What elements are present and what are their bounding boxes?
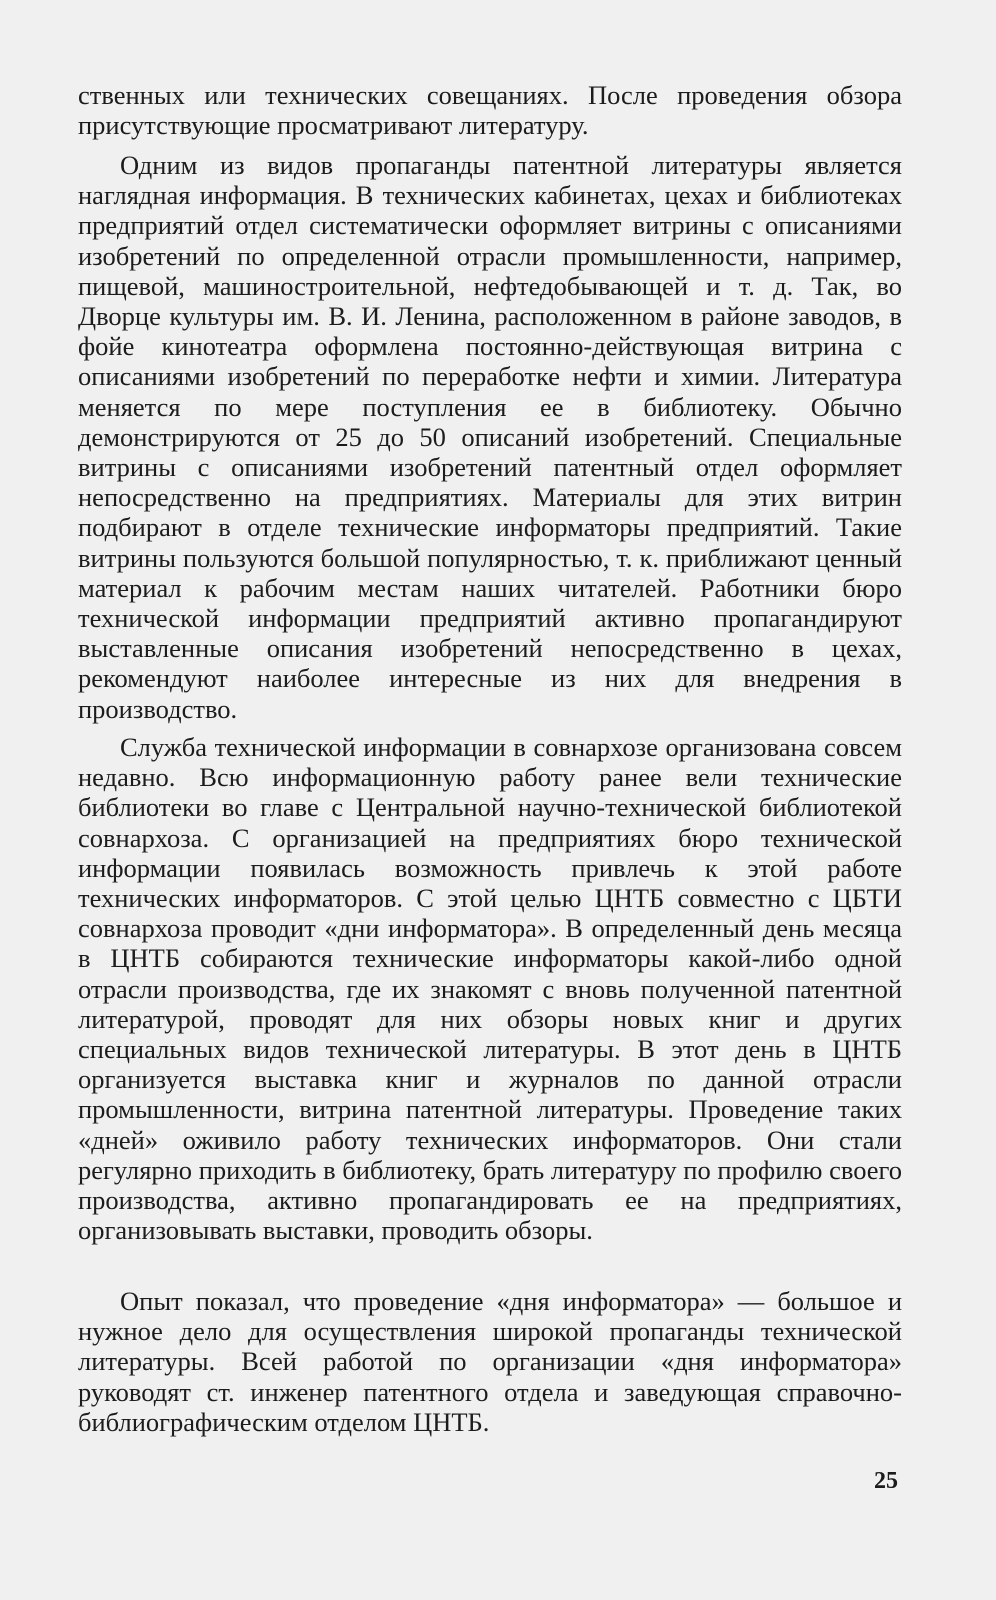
paragraph-informator-day: Опыт показал, что проведение «дня информатора» — большое и нужное дело для осуществления широкой пропаганды технической литературы. Всей работой по организации «дня информатора» руководят ст. инженер патентного отдела и заведующая справочно-библиографическим отделом ЦНТБ.	[78, 1286, 902, 1437]
page-number: 25	[874, 1468, 898, 1494]
paragraph-visual-information: Одним из видов пропаганды патентной литературы является наглядная информация. В технических кабинетах, цехах и библиотеках предприятий отдел систематически оформляет витрины с описаниями изобретений по определенной отрасли промышленности, например, пищевой, машиностроительной, нефтедобывающей и т. д. Так, во Дворце культуры им. В. И. Ленина, расположенном в районе заводов, в фойе кинотеатра оформлена постоянно-действующая витрина с описаниями изобретений по переработке нефти и химии. Литература меняется по мере поступления ее в библиотеку. Обычно демонстрируются от 25 до 50 описаний изобретений. Специальные витрины с описаниями изобретений патентный отдел оформляет непосредственно на предприятиях. Материалы для этих витрин подбирают в отделе технические информаторы предприятий. Такие витрины пользуются большой популярностью, т. к. приближают ценный материал к рабочим местам наших читателей. Работники бюро технической информации предприятий активно пропагандируют выставленные описания изобретений непосредственно в цехах, рекомендуют наиболее интересные из них для внедрения в производство.	[78, 150, 902, 724]
paragraph-continuation: ственных или технических совещаниях. После проведения обзора присутствующие просматривают литературу.	[78, 80, 902, 141]
paragraph-information-service: Служба технической информации в совнархозе организована совсем недавно. Всю информационную работу ранее вели технические библиотеки во главе с Центральной научно-технической библиотекой совнархоза. С организацией на предприятиях бюро технической информации появилась возможность привлечь к этой работе технических информаторов. С этой целью ЦНТБ совместно с ЦБТИ совнархоза проводит «дни информатора». В определенный день месяца в ЦНТБ собираются технические информаторы какой-либо одной отрасли производства, где их знакомят с вновь полученной патентной литературой, проводят для них обзоры новых книг и других специальных видов технической литературы. В этот день в ЦНТБ организуется выставка книг и журналов по данной отрасли промышленности, витрина патентной литературы. Проведение таких «дней» оживило работу технических информаторов. Они стали регулярно приходить в библиотеку, брать литературу по профилю своего производства, активно пропагандировать ее на предприятиях, организовывать выставки, проводить обзоры.	[78, 732, 902, 1246]
